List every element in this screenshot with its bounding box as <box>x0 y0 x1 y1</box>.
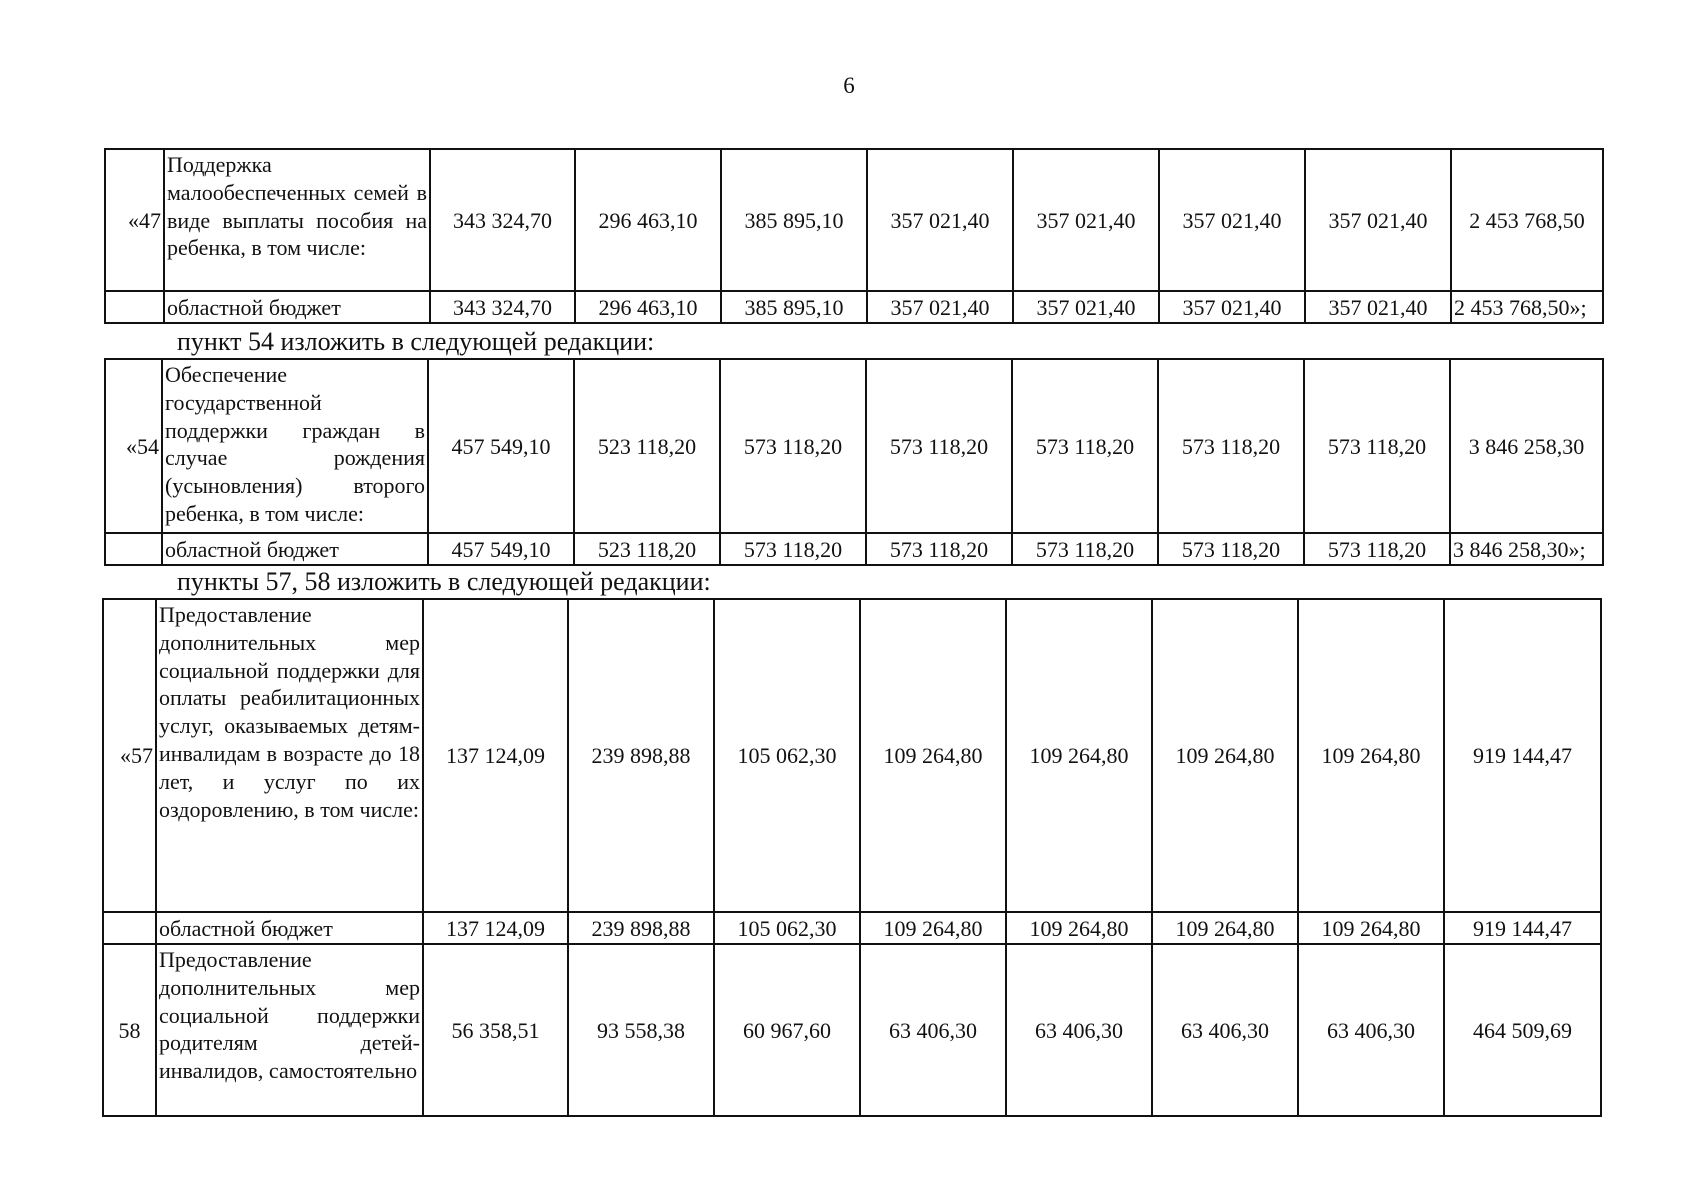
table-row <box>105 359 1603 533</box>
value-cell: 357 021,40 <box>867 149 1013 291</box>
value-cell: 573 118,20 <box>1012 533 1158 565</box>
table-row <box>103 599 1601 912</box>
sub-row-label: областной бюджет <box>156 912 423 944</box>
value-cell: 357 021,40 <box>1159 149 1305 291</box>
value-cell: 523 118,20 <box>574 533 720 565</box>
value-cell: 296 463,10 <box>575 291 721 323</box>
empty-cell <box>103 912 156 944</box>
intro-text-57-58: пункты 57, 58 изложить в следующей редакции: <box>177 567 711 596</box>
value-cell: 457 549,10 <box>428 533 574 565</box>
intro-text-54: пункт 54 изложить в следующей редакции: <box>177 327 655 356</box>
table-item-47 <box>104 148 1604 324</box>
value-cell: 63 406,30 <box>860 944 1006 1116</box>
value-cell: 573 118,20 <box>720 359 866 533</box>
table-item-54 <box>104 358 1604 566</box>
value-cell: 63 406,30 <box>1152 944 1298 1116</box>
value-cell: 137 124,09 <box>423 912 568 944</box>
row-index: «47 <box>105 149 164 291</box>
total-cell: 2 453 768,50»; <box>1451 291 1603 323</box>
value-cell: 109 264,80 <box>860 599 1006 912</box>
value-cell: 573 118,20 <box>866 359 1012 533</box>
value-cell: 105 062,30 <box>714 599 860 912</box>
sub-row-label: областной бюджет <box>164 291 430 323</box>
value-cell: 63 406,30 <box>1006 944 1152 1116</box>
value-cell: 109 264,80 <box>1152 599 1298 912</box>
value-cell: 573 118,20 <box>720 533 866 565</box>
value-cell: 109 264,80 <box>1298 912 1444 944</box>
value-cell: 109 264,80 <box>1006 599 1152 912</box>
value-cell: 109 264,80 <box>1298 599 1444 912</box>
value-cell: 385 895,10 <box>721 291 867 323</box>
table-row <box>103 912 1601 944</box>
page-number: 6 <box>843 73 855 98</box>
value-cell: 573 118,20 <box>1158 533 1304 565</box>
value-cell: 109 264,80 <box>1152 912 1298 944</box>
value-cell: 60 967,60 <box>714 944 860 1116</box>
value-cell: 137 124,09 <box>423 599 568 912</box>
value-cell: 573 118,20 <box>1304 359 1450 533</box>
empty-cell <box>105 291 164 323</box>
total-cell: 3 846 258,30»; <box>1450 533 1603 565</box>
row-index: «57 <box>103 599 156 912</box>
value-cell: 343 324,70 <box>430 291 575 323</box>
value-cell: 357 021,40 <box>1159 291 1305 323</box>
value-cell: 109 264,80 <box>1006 912 1152 944</box>
table-items-57-58 <box>102 598 1602 1117</box>
row-title: Предоставление дополнительных мер социальной поддержки родителям детей-инвалидов, самостоятельно <box>156 944 423 1116</box>
total-cell: 2 453 768,50 <box>1451 149 1603 291</box>
total-cell: 919 144,47 <box>1444 599 1601 912</box>
value-cell: 573 118,20 <box>1012 359 1158 533</box>
value-cell: 357 021,40 <box>867 291 1013 323</box>
value-cell: 357 021,40 <box>1013 149 1159 291</box>
value-cell: 385 895,10 <box>721 149 867 291</box>
row-title: Обеспечение государственной поддержки граждан в случае рождения (усыновления) второго ребенка, в том числе: <box>162 359 428 533</box>
value-cell: 457 549,10 <box>428 359 574 533</box>
row-title: Предоставление дополнительных мер социальной поддержки для оплаты реабилитационных услуг, оказываемых детям-инвалидам в возрасте до 18 лет, и услуг по их оздоровлению, в том числе: <box>156 599 423 912</box>
table-row <box>103 944 1601 1116</box>
row-index: 58 <box>103 944 156 1116</box>
value-cell: 357 021,40 <box>1305 291 1451 323</box>
value-cell: 239 898,88 <box>568 912 714 944</box>
total-cell: 464 509,69 <box>1444 944 1601 1116</box>
row-index: «54 <box>105 359 162 533</box>
table-row <box>105 149 1603 291</box>
value-cell: 63 406,30 <box>1298 944 1444 1116</box>
value-cell: 573 118,20 <box>1158 359 1304 533</box>
table-row <box>105 533 1603 565</box>
value-cell: 56 358,51 <box>423 944 568 1116</box>
sub-row-label: областной бюджет <box>162 533 428 565</box>
value-cell: 93 558,38 <box>568 944 714 1116</box>
value-cell: 357 021,40 <box>1305 149 1451 291</box>
value-cell: 296 463,10 <box>575 149 721 291</box>
value-cell: 343 324,70 <box>430 149 575 291</box>
empty-cell <box>105 533 162 565</box>
total-cell: 3 846 258,30 <box>1450 359 1603 533</box>
value-cell: 105 062,30 <box>714 912 860 944</box>
value-cell: 573 118,20 <box>866 533 1012 565</box>
value-cell: 573 118,20 <box>1304 533 1450 565</box>
total-cell: 919 144,47 <box>1444 912 1601 944</box>
row-title: Поддержка малообеспеченных семей в виде выплаты пособия на ребенка, в том числе: <box>164 149 430 291</box>
value-cell: 357 021,40 <box>1013 291 1159 323</box>
value-cell: 239 898,88 <box>568 599 714 912</box>
value-cell: 109 264,80 <box>860 912 1006 944</box>
table-row <box>105 291 1603 323</box>
value-cell: 523 118,20 <box>574 359 720 533</box>
